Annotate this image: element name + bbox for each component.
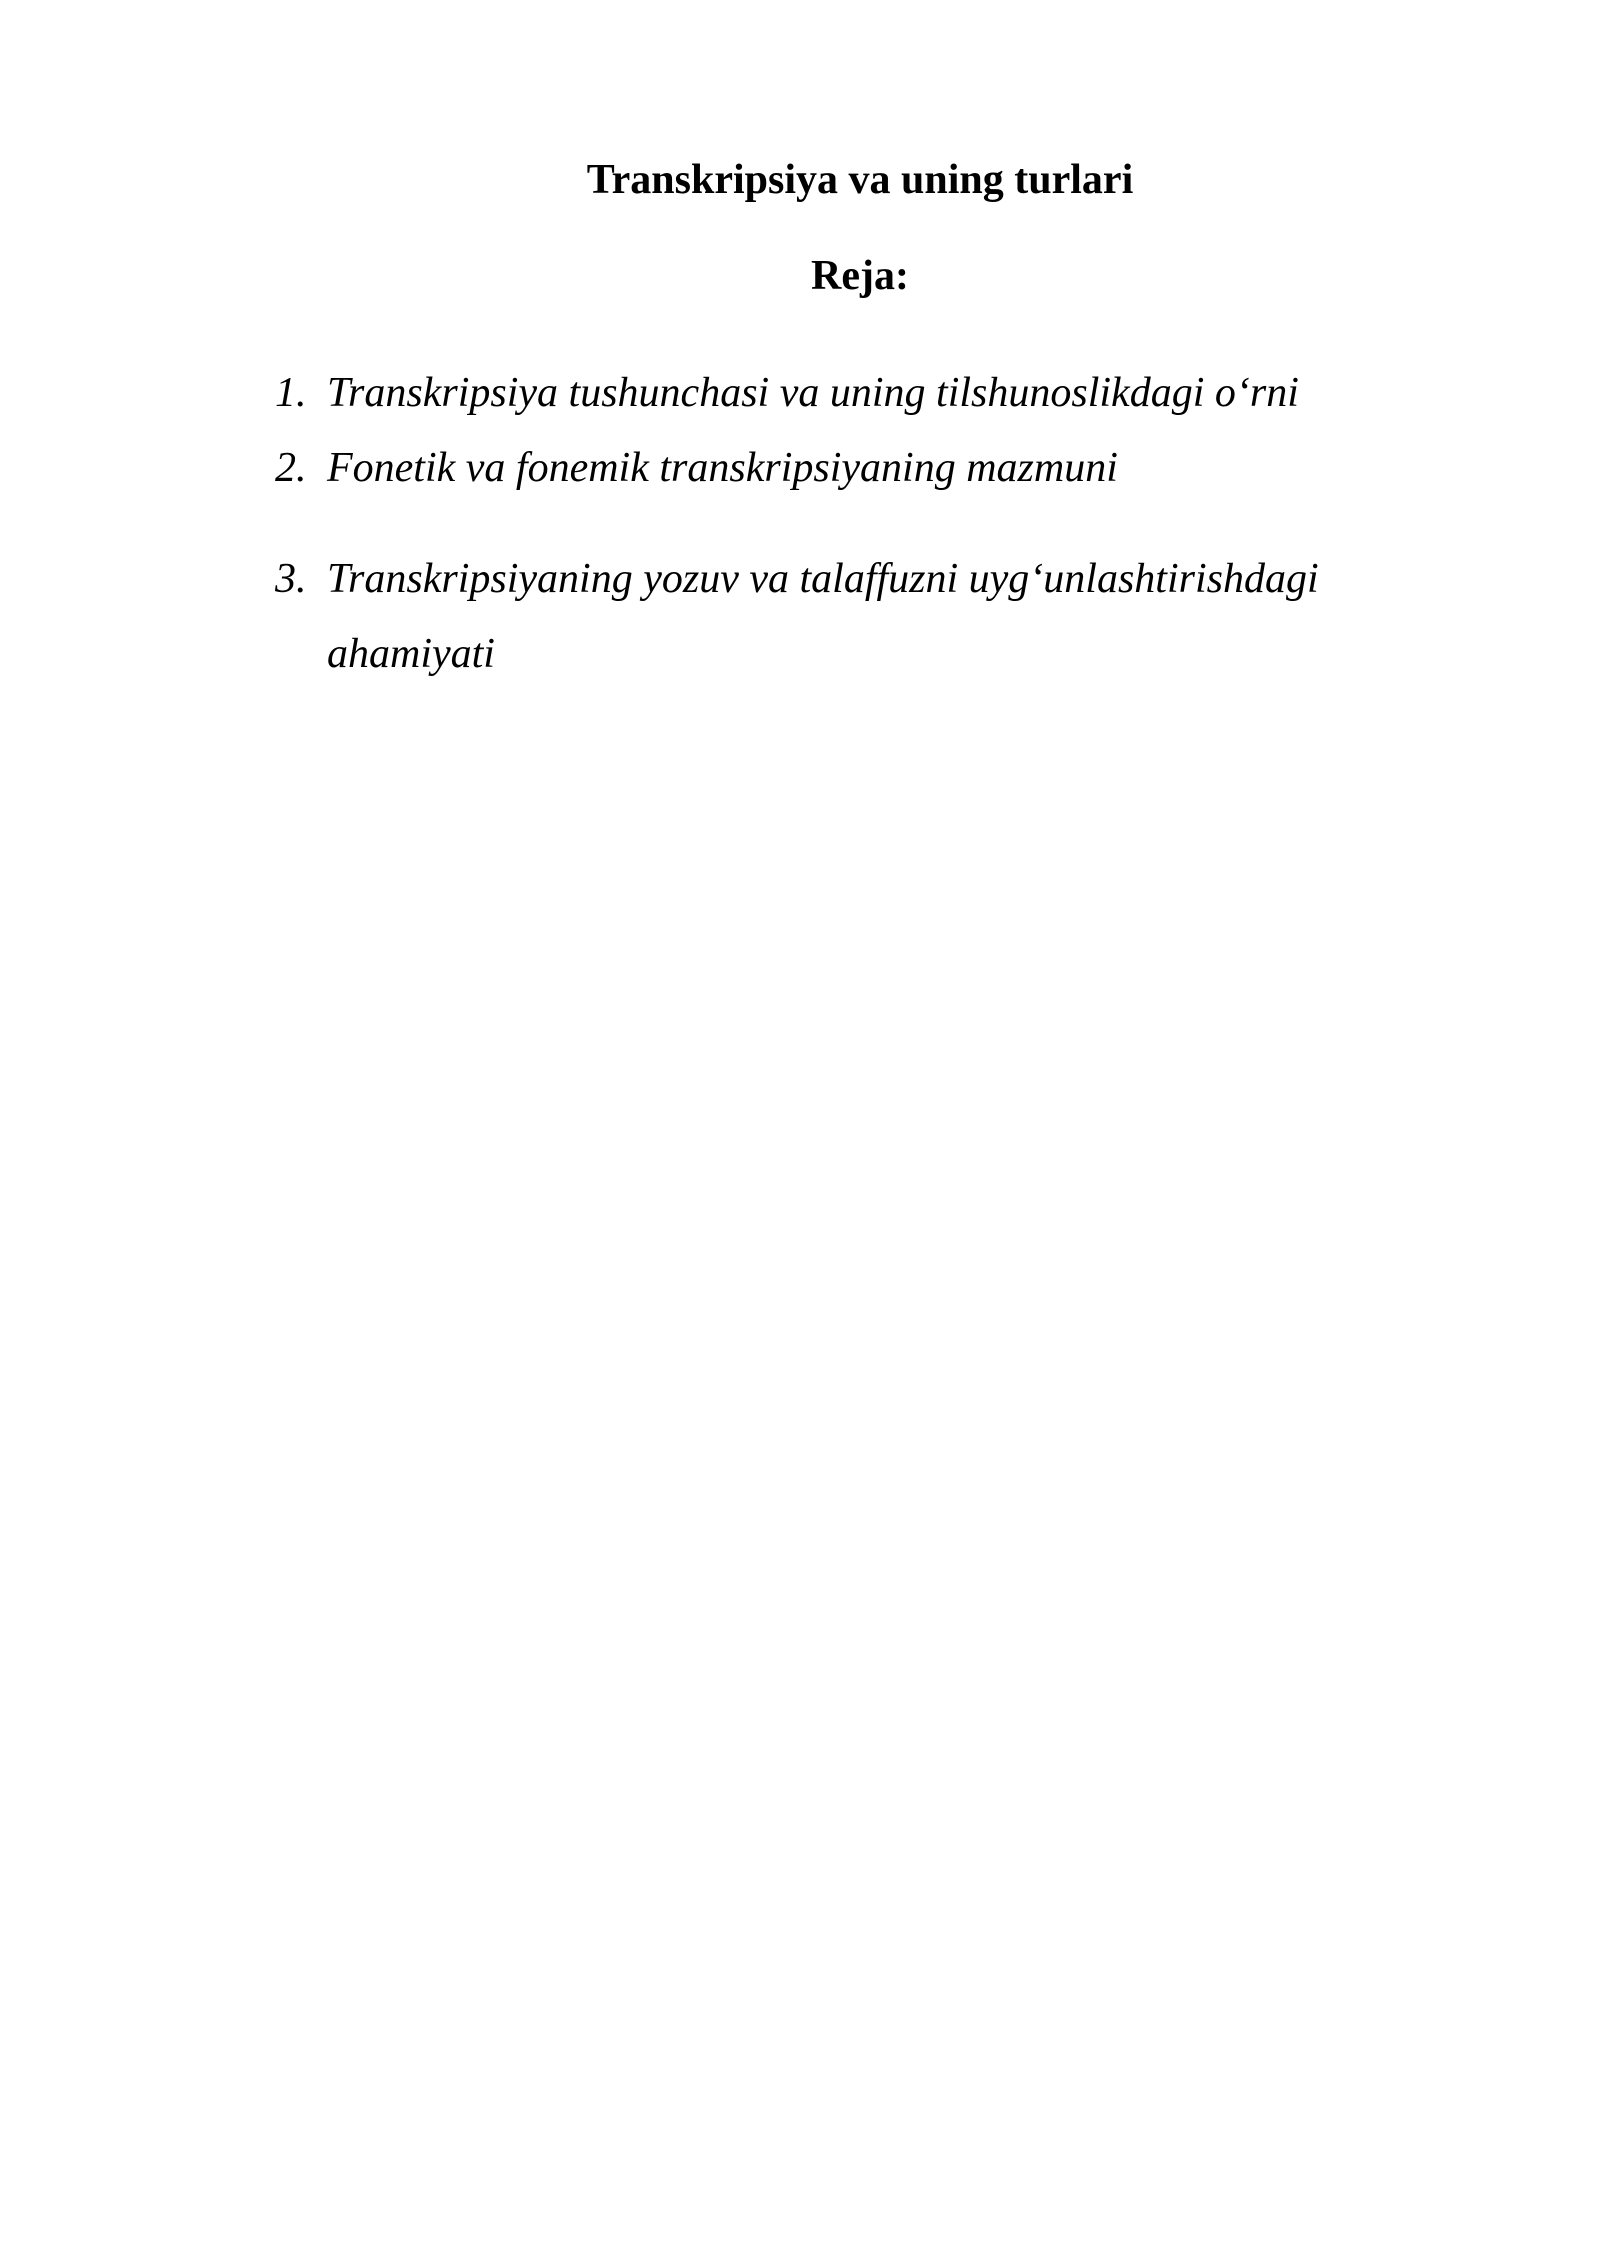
plan-item-1	[275, 356, 1375, 431]
plan-item-number: 2.	[275, 445, 307, 491]
plan-item-number: 3.	[275, 556, 307, 602]
plan-heading: Reja:	[811, 253, 909, 299]
plan-item-3	[275, 542, 1375, 692]
plan-list	[275, 356, 1375, 692]
plan-item-text: Transkripsiyaning yozuv va talaffuzni uyg‘unlashtirishdagi ahamiyati	[327, 556, 1319, 677]
plan-item-2	[275, 431, 1375, 506]
plan-item-text: Transkripsiya tushunchasi va uning tilshunoslikdagi o‘rni	[327, 370, 1299, 416]
plan-item-number: 1.	[275, 370, 307, 416]
document-title: Transkripsiya va uning turlari	[586, 157, 1134, 203]
plan-item-text: Fonetik va fonemik transkripsiyaning mazmuni	[327, 445, 1118, 491]
